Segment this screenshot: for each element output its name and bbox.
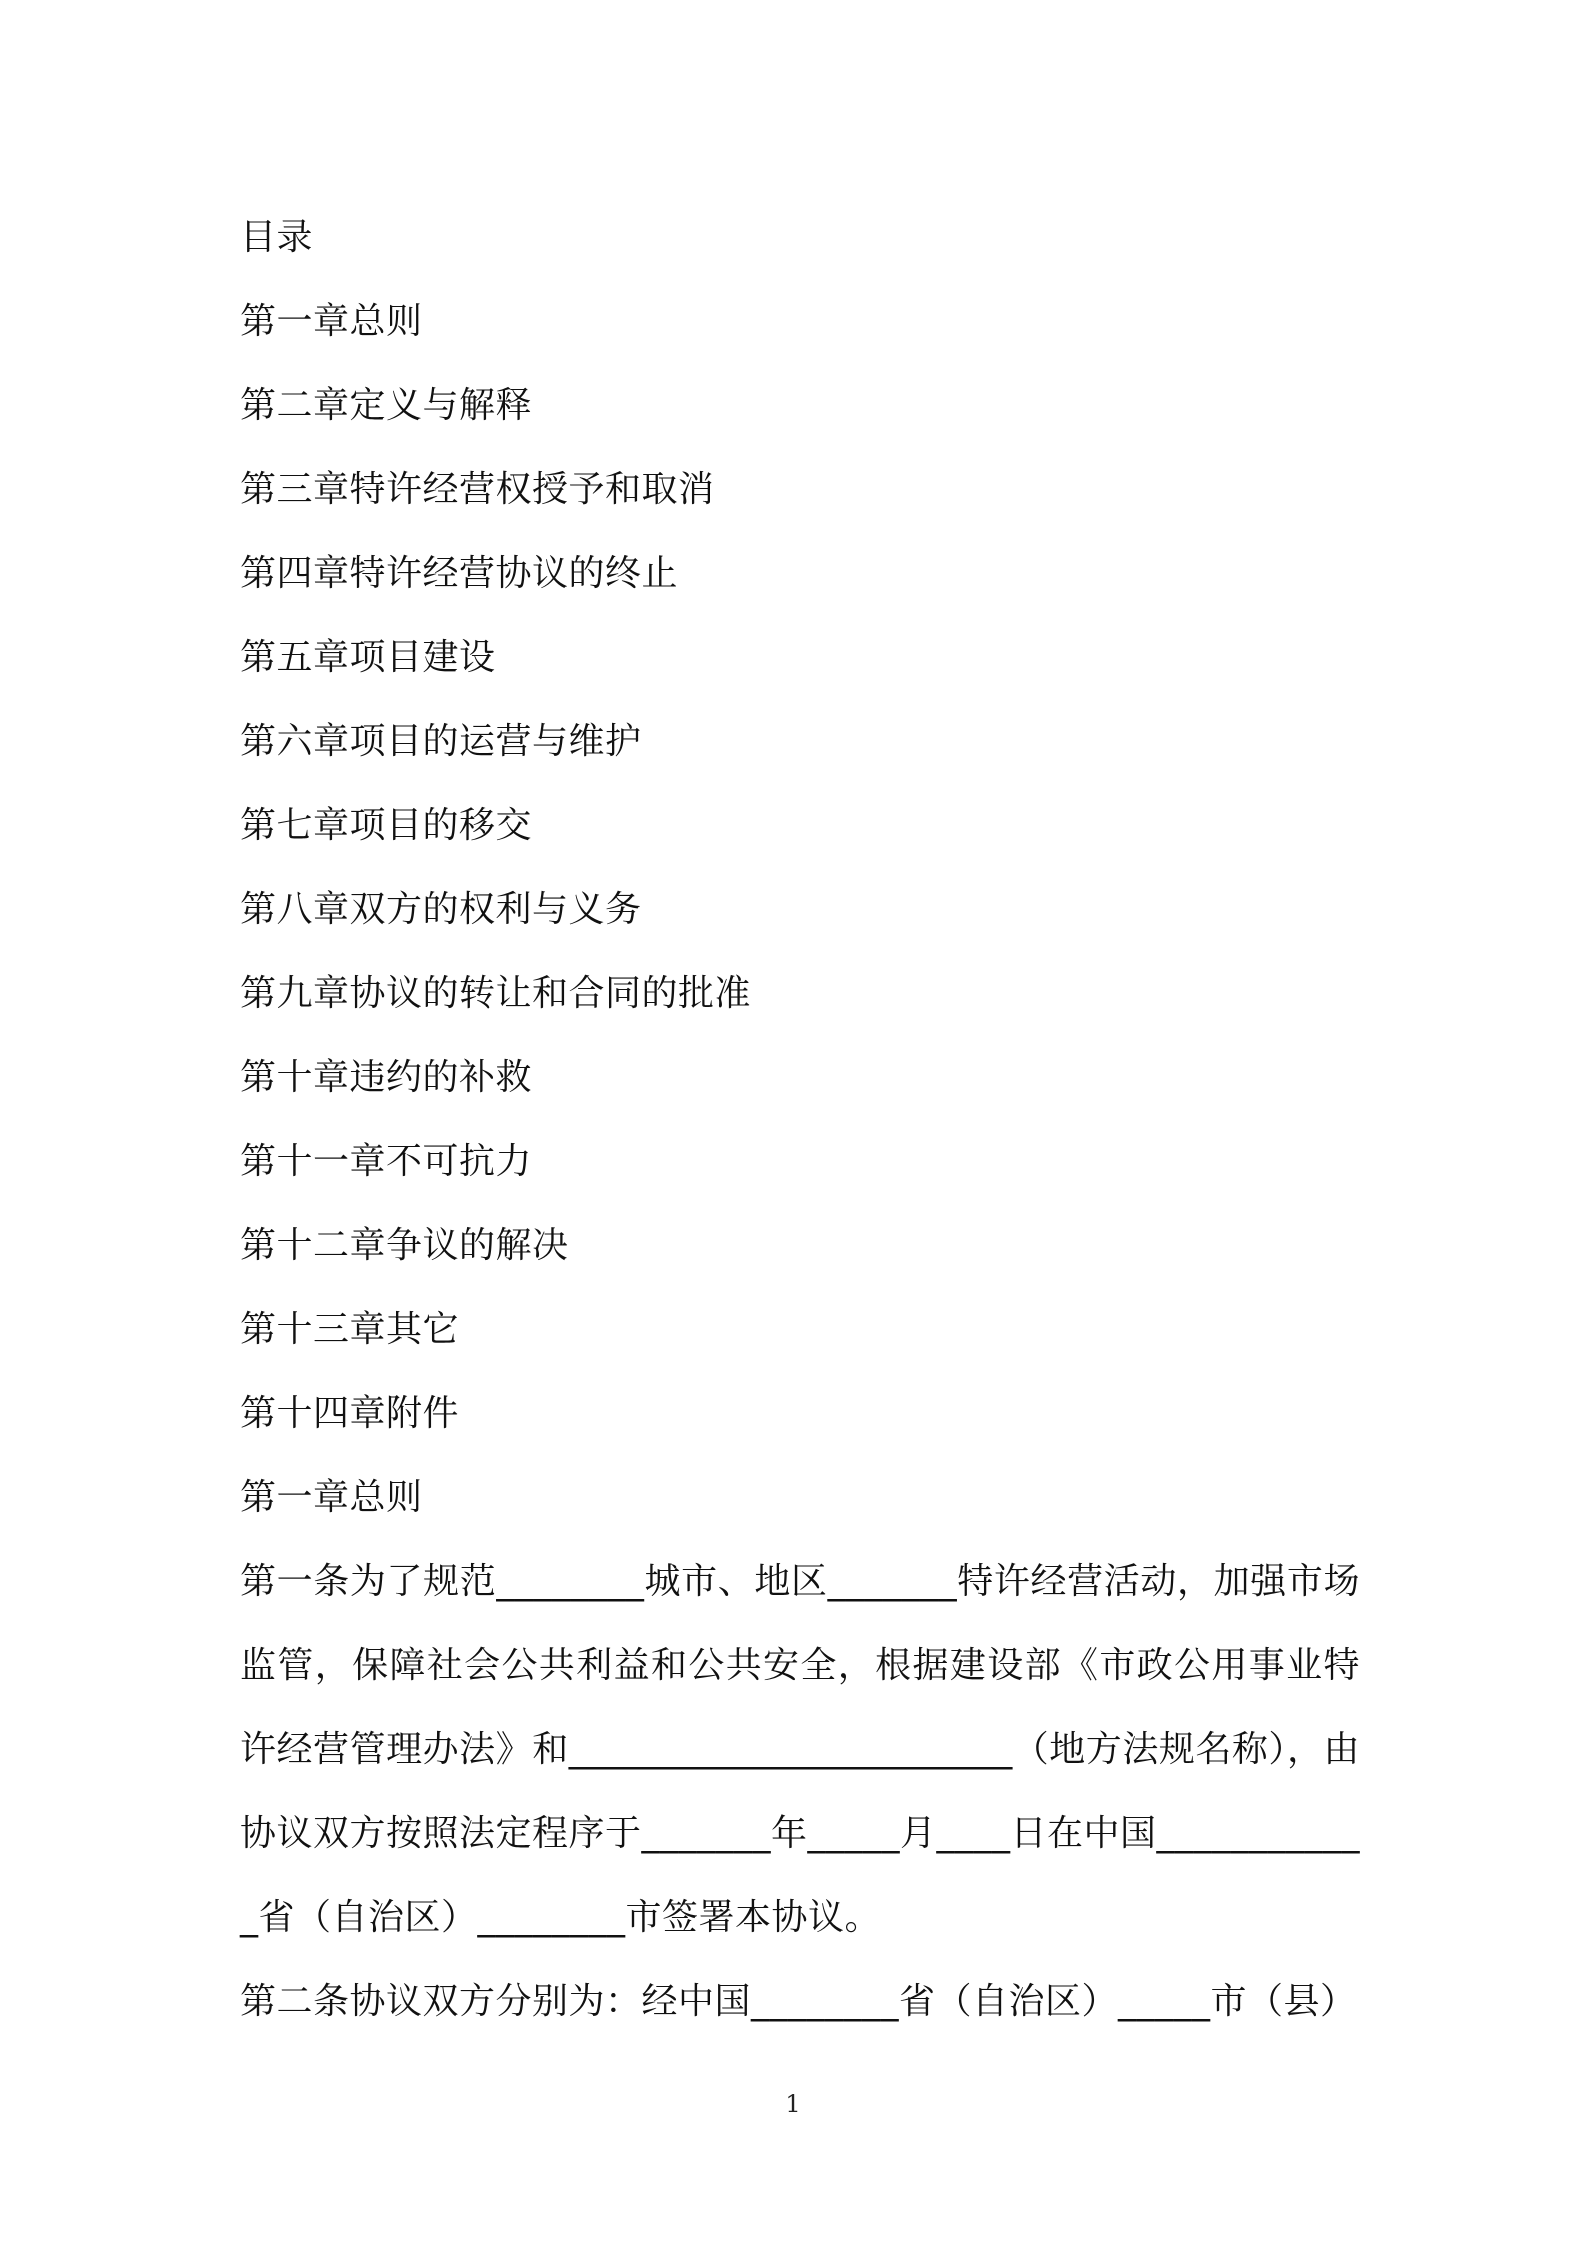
toc-item-chapter-3: 第三章特许经营权授予和取消 (240, 469, 715, 510)
toc-item-chapter-5: 第五章项目建设 (240, 637, 496, 678)
toc-item-chapter-8: 第八章双方的权利与义务 (240, 889, 642, 930)
chapter-1-heading: 第一章总则 (240, 1477, 423, 1518)
toc-item-chapter-14: 第十四章附件 (240, 1393, 460, 1434)
toc-item-chapter-7: 第七章项目的移交 (240, 805, 533, 846)
article-2-paragraph: 第二条协议双方分别为：经中国________省（自治区）_____市（县） (240, 1981, 1357, 2022)
table-of-contents (240, 280, 1360, 1456)
toc-item-chapter-10: 第十章违约的补救 (240, 1057, 533, 1098)
toc-heading: 目录 (240, 217, 314, 258)
toc-item-chapter-12: 第十二章争议的解决 (240, 1225, 569, 1266)
toc-item-chapter-9: 第九章协议的转让和合同的批准 (240, 973, 752, 1014)
toc-item-chapter-4: 第四章特许经营协议的终止 (240, 553, 679, 594)
toc-item-chapter-6: 第六章项目的运营与维护 (240, 721, 642, 762)
page-number: 1 (785, 2090, 801, 2118)
toc-item-chapter-2: 第二章定义与解释 (240, 385, 533, 426)
toc-item-chapter-13: 第十三章其它 (240, 1309, 460, 1350)
toc-item-chapter-11: 第十一章不可抗力 (240, 1141, 533, 1182)
toc-item-chapter-1: 第一章总则 (240, 301, 423, 342)
article-1-paragraph: 第一条为了规范________城市、地区_______特许经营活动，加强市场监管，保障社会公共利益和公共安全，根据建设部《市政公用事业特许经营管理办法》和________________________（地方法规名称），由协议双方按照法定程序于_______年_____月____日在中国____________省（自治区）________市签署本协议。 (240, 1561, 1361, 1938)
page-content (240, 196, 1360, 2044)
